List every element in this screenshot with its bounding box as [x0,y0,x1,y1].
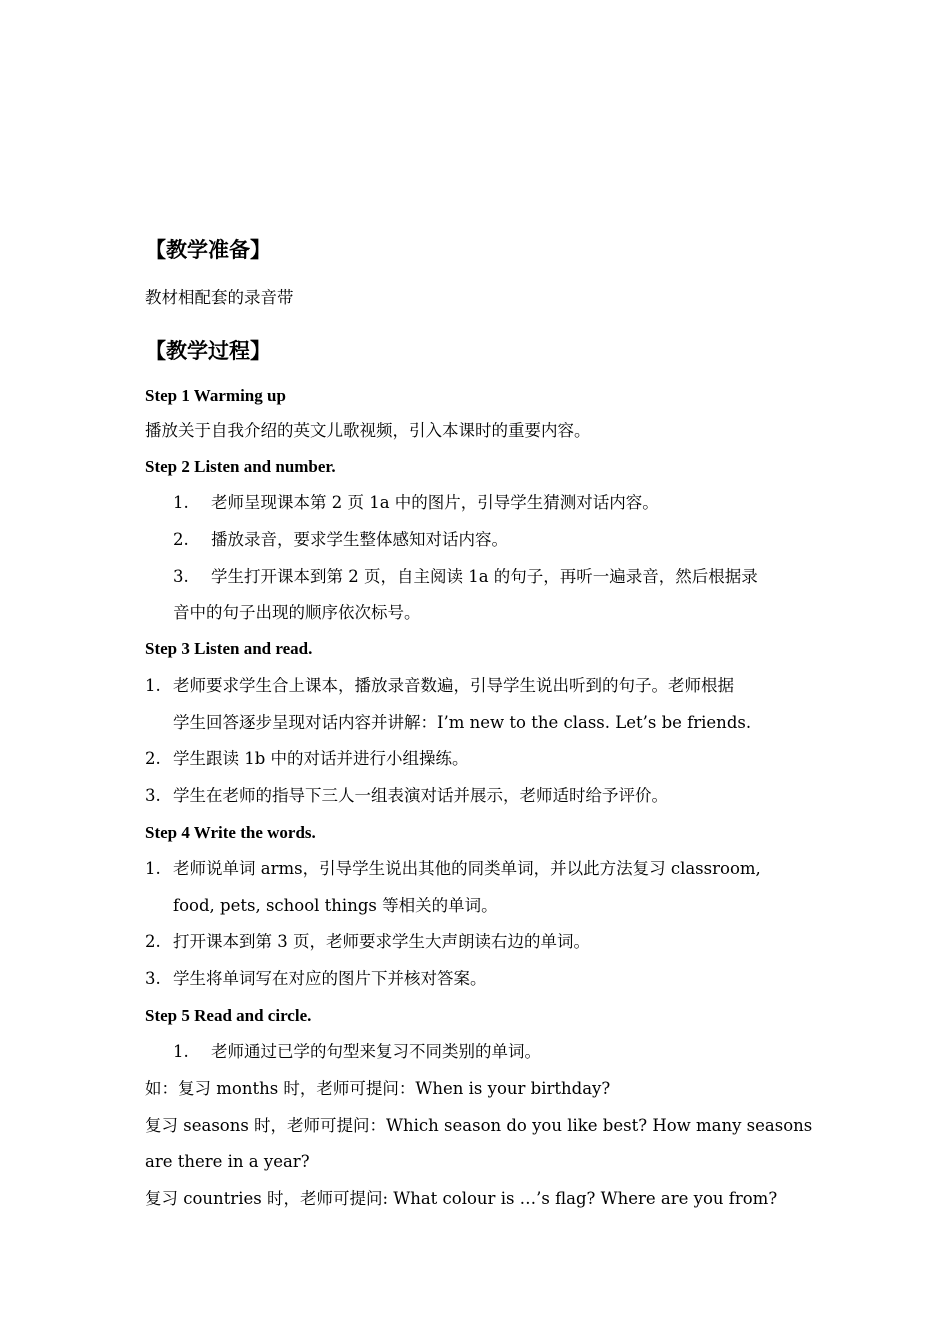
list-number: 3. [145,786,161,805]
step2-item-1 [173,495,659,512]
step2-item-2 [173,532,508,549]
process-heading: 【教学过程】 [145,338,271,363]
step5-countries-line: 复习 countries 时，老师可提问: What colour is …’s flag? Where are you from? [145,1189,778,1208]
list-item-text: 学生打开课本到第 2 页，自主阅读 1a 的句子，再听一遍录音，然后根据录 [211,567,758,586]
list-item-text: 学生在老师的指导下三人一组表演对话并展示，老师适时给予评价。 [173,786,668,805]
step3-item-2 [145,751,469,768]
list-item-text: 老师说单词 arms，引导学生说出其他的同类单词，并以此方法复习 classroom, [173,859,761,878]
step5-item-1 [173,1044,541,1061]
step5-title: Step 5 Read and circle. [145,1006,312,1025]
step2-item-3-cont: 音中的句子出现的顺序依次标号。 [173,603,421,622]
step5-months-line: 如：复习 months 时，老师可提问：When is your birthday? [145,1079,611,1098]
list-number: 2. [173,530,189,549]
prep-text: 教材相配套的录音带 [145,288,294,307]
step3-title: Step 3 Listen and read. [145,639,313,658]
list-item-text: 老师通过已学的句型来复习不同类别的单词。 [211,1042,541,1061]
list-item-text: 学生将单词写在对应的图片下并核对答案。 [173,969,487,988]
step1-title: Step 1 Warming up [145,386,286,405]
list-number: 3. [145,969,161,988]
step2-title: Step 2 Listen and number. [145,457,336,476]
step5-seasons-line: 复习 seasons 时，老师可提问：Which season do you like best? How many seasons [145,1116,813,1135]
step4-item-1 [145,861,761,878]
list-number: 2. [145,932,161,951]
list-number: 1. [173,493,189,512]
list-number: 2. [145,749,161,768]
list-item-text: 老师要求学生合上课本，播放录音数遍，引导学生说出听到的句子。老师根据 [173,676,734,695]
step4-item-1-cont: food, pets, school things 等相关的单词。 [173,896,498,915]
step3-item-1 [145,678,734,695]
list-number: 3. [173,567,189,586]
list-number: 1. [145,859,161,878]
list-item-text: 学生跟读 1b 中的对话并进行小组操练。 [173,749,469,768]
list-number: 1. [173,1042,189,1061]
list-number: 1. [145,676,161,695]
step5-seasons-line-cont: are there in a year? [145,1152,310,1171]
step4-item-3 [145,971,487,988]
step3-item-1-cont: 学生回答逐步呈现对话内容并讲解：I’m new to the class. Let’s be friends. [173,713,752,732]
step4-title: Step 4 Write the words. [145,823,316,842]
step3-item-3 [145,788,668,805]
step4-item-2 [145,934,590,951]
list-item-text: 打开课本到第 3 页，老师要求学生大声朗读右边的单词。 [173,932,590,951]
step1-text: 播放关于自我介绍的英文儿歌视频，引入本课时的重要内容。 [145,421,591,440]
list-item-text: 老师呈现课本第 2 页 1a 中的图片，引导学生猜测对话内容。 [211,493,659,512]
step2-item-3 [173,569,758,586]
prep-heading: 【教学准备】 [145,237,271,262]
list-item-text: 播放录音，要求学生整体感知对话内容。 [211,530,508,549]
